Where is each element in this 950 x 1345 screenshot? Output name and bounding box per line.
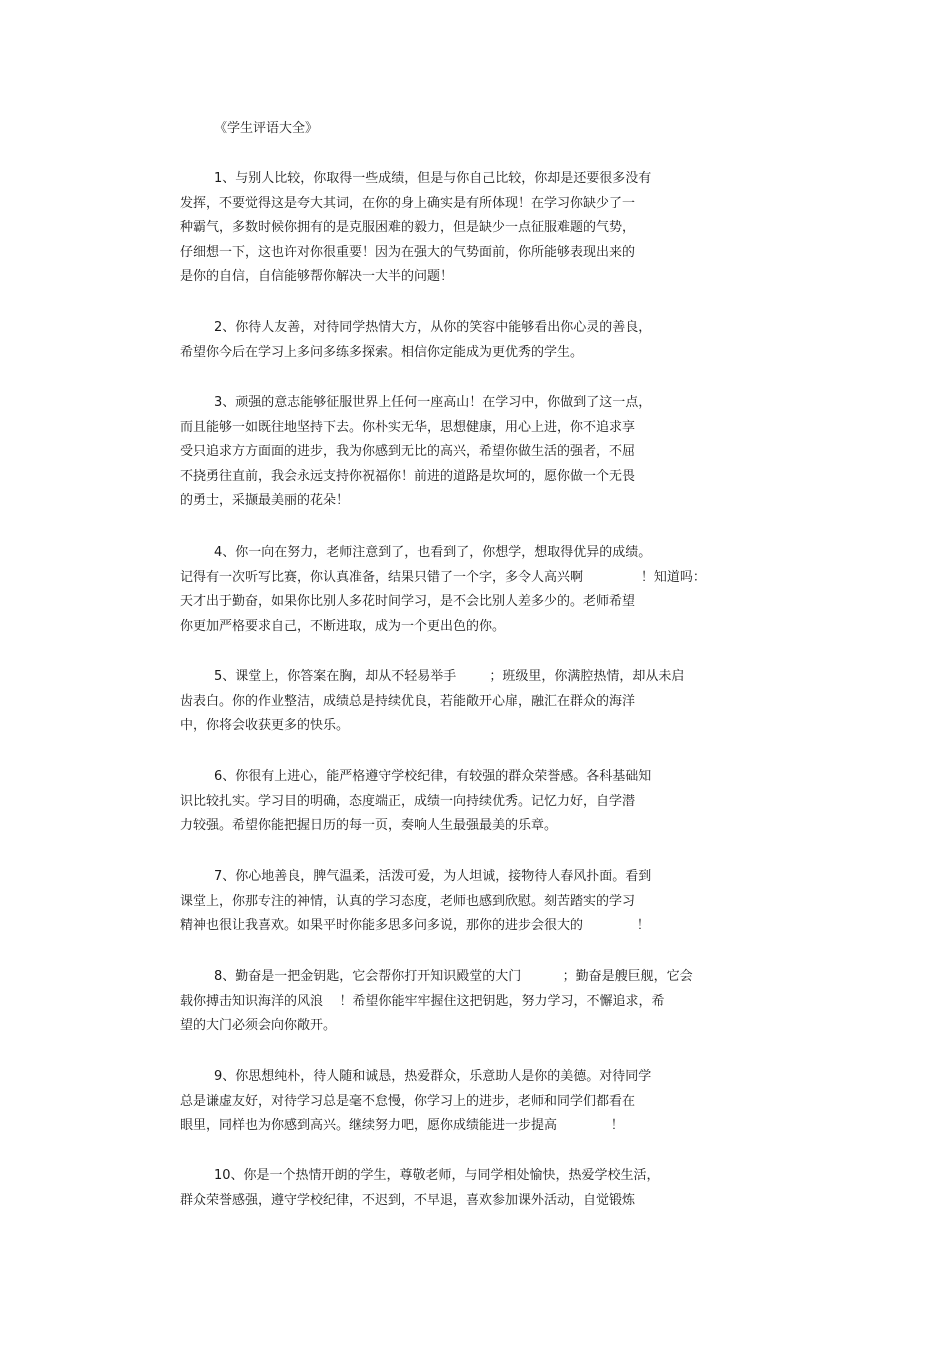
comment-paragraph-7 — [180, 865, 651, 939]
paragraph-line: 课堂上，你那专注的神情，认真的学习态度，老师也感到欣慰。刻苦踏实的学习 — [180, 893, 636, 909]
paragraph-line: 识比较扎实。学习目的明确，态度端正，成绩一向持续优秀。记忆力好，自学潜 — [180, 793, 636, 809]
paragraph-line: 齿表白。你的作业整洁，成绩总是持续优良，若能敞开心扉，融汇在群众的海洋 — [180, 693, 636, 709]
comment-paragraph-3 — [180, 391, 651, 514]
paragraph-line: 种霸气，多数时候你拥有的是克服困难的毅力，但是缺少一点征服难题的气势， — [180, 220, 636, 235]
paragraph-line: 记得有一次听写比赛，你认真准备，结果只错了一个字，多令人高兴啊 ！知道吗： — [180, 569, 706, 585]
paragraph-line: 1、与别人比较，你取得一些成绩，但是与你自己比较，你却是还要很多没有 — [214, 171, 652, 186]
paragraph-line: 是你的自信，自信能够帮你解决一大半的问题！ — [180, 269, 454, 284]
paragraph-line: 4、你一向在努力，老师注意到了，也看到了，你想学，想取得优异的成绩。 — [214, 545, 652, 560]
paragraph-line: 发挥，不要觉得这是夸大其词，在你的身上确实是有所体现！在学习你缺少了一 — [180, 195, 636, 211]
paragraph-line: 你更加严格要求自己，不断进取，成为一个更出色的你。 — [180, 618, 506, 634]
paragraph-line: 精神也很让我喜欢。如果平时你能多思多问多说，那你的进步会很大的 ！ — [180, 918, 650, 933]
comment-paragraph-10 — [180, 1164, 660, 1213]
paragraph-line: 9、你思想纯朴，待人随和诚恳，热爱群众，乐意助人是你的美德。对待同学 — [214, 1069, 652, 1084]
paragraph-line: 群众荣誉感强，遵守学校纪律，不迟到，不早退，喜欢参加课外活动，自觉锻炼 — [180, 1192, 636, 1208]
paragraph-line: 3、顽强的意志能够征服世界上任何一座高山！在学习中，你做到了这一点， — [214, 395, 652, 410]
paragraph-line: 受只追求方方面面的进步，我为你感到无比的高兴，希望你做生活的强者，不屈 — [180, 444, 636, 459]
paragraph-line: 希望你今后在学习上多问多练多探索。相信你定能成为更优秀的学生。 — [180, 344, 584, 360]
comment-paragraph-6 — [180, 765, 651, 839]
paragraph-line: 仔细想一下，这也许对你很重要！因为在强大的气势面前，你所能够表现出来的 — [180, 244, 636, 260]
comment-paragraph-2 — [180, 316, 651, 365]
paragraph-line: 的勇士，采撷最美丽的花朵！ — [180, 493, 350, 508]
paragraph-line: 10、你是一个热情开朗的学生，尊敬老师，与同学相处愉快，热爱学校生活， — [214, 1168, 660, 1183]
document-title: 《学生评语大全》 — [214, 121, 319, 136]
paragraph-line: 天才出于勤奋，如果你比别人多花时间学习，是不会比别人差多少的。老师希望 — [180, 594, 636, 609]
paragraph-line: 望的大门必须会向你敞开。 — [180, 1018, 337, 1033]
paragraph-line: 中，你将会收获更多的快乐。 — [180, 718, 350, 733]
comment-paragraph-5 — [180, 665, 684, 739]
paragraph-line: 7、你心地善良，脾气温柔，活泼可爱，为人坦诚，接物待人春风扑面。看到 — [214, 869, 652, 884]
comment-paragraph-1 — [180, 167, 651, 290]
paragraph-line: 2、你待人友善，对待同学热情大方，从你的笑容中能够看出你心灵的善良， — [214, 320, 652, 335]
comment-paragraph-8 — [180, 965, 693, 1039]
paragraph-line: 总是谦虚友好，对待学习总是毫不怠慢，你学习上的进步，老师和同学们都看在 — [180, 1093, 636, 1109]
comment-paragraph-4 — [180, 541, 706, 639]
paragraph-line: 6、你很有上进心，能严格遵守学校纪律，有较强的群众荣誉感。各科基础知 — [214, 769, 652, 784]
paragraph-line: 眼里，同样也为你感到高兴。继续努力吧，愿你成绩能进一步提高 ！ — [180, 1118, 624, 1133]
paragraph-line: 8、勤奋是一把金钥匙，它会帮你打开知识殿堂的大门 ；勤奋是艘巨舰，它会 — [214, 969, 693, 984]
paragraph-line: 力较强。希望你能把握日历的每一页，奏响人生最强最美的乐章。 — [180, 818, 558, 833]
paragraph-line: 5、课堂上，你答案在胸，却从不轻易举手 ；班级里，你满腔热情，却从未启 — [214, 669, 685, 684]
paragraph-line: 不挠勇往直前，我会永远支持你祝福你！前进的道路是坎坷的，愿你做一个无畏 — [180, 468, 636, 484]
paragraph-line: 载你搏击知识海洋的风浪 ！希望你能牢牢握住这把钥匙，努力学习，不懈追求，希 — [180, 993, 665, 1009]
comment-paragraph-9 — [180, 1065, 651, 1139]
paragraph-line: 而且能够一如既往地坚持下去。你朴实无华，思想健康，用心上进，你不追求享 — [180, 419, 636, 435]
